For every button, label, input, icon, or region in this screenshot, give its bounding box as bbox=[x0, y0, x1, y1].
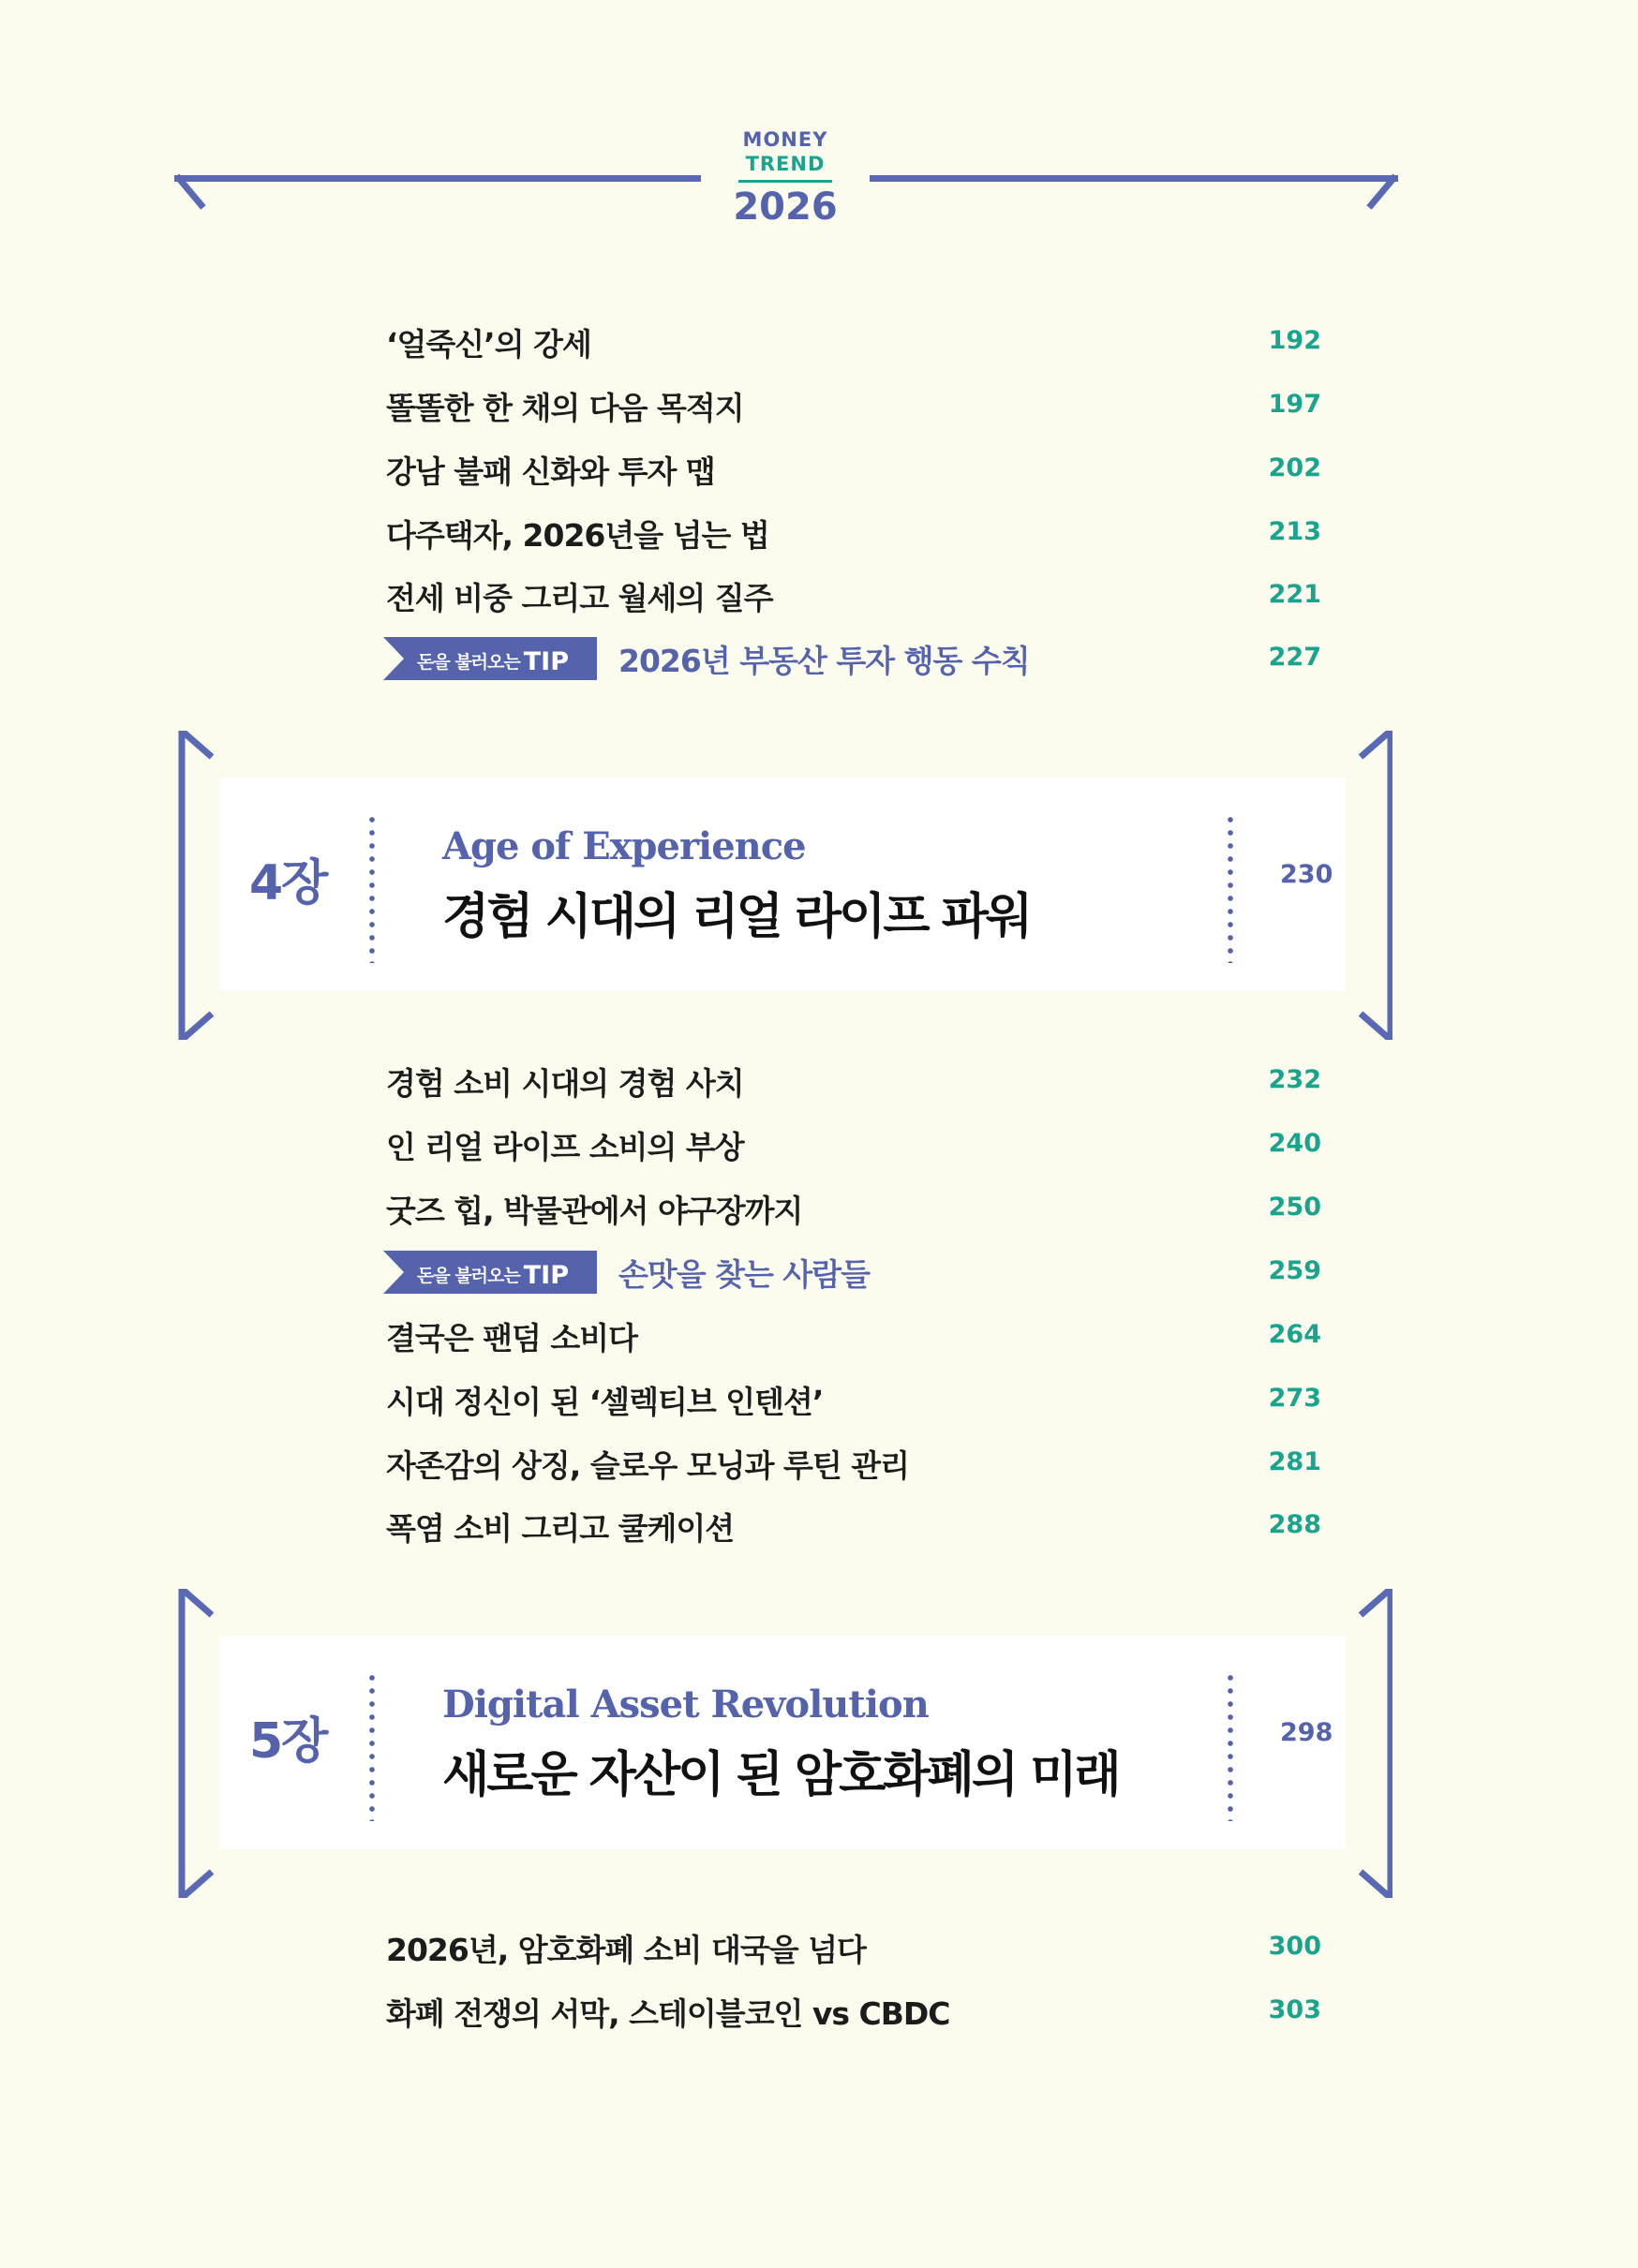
toc-entry-title: 화폐 전쟁의 서막, 스테이블코인 vs CBDC bbox=[386, 1995, 950, 2032]
toc-entry-page: 250 bbox=[1268, 1193, 1321, 1222]
chapter-english-title: Age of Experience bbox=[442, 824, 806, 868]
toc-entry-page: 197 bbox=[1268, 390, 1321, 419]
header-rule-left bbox=[174, 175, 701, 182]
toc-entry-page: 232 bbox=[1268, 1065, 1321, 1094]
chapter-dotted-divider-left bbox=[369, 1671, 375, 1821]
toc-entry-title: 인 리얼 라이프 소비의 부상 bbox=[386, 1129, 744, 1165]
logo-trend: TREND bbox=[745, 153, 826, 175]
toc-entry[interactable] bbox=[386, 1436, 1321, 1492]
toc-tip-title: 2026년 부동산 투자 행동 수칙 bbox=[618, 643, 1030, 679]
toc-entry[interactable] bbox=[386, 1372, 1321, 1429]
logo-year: 2026 bbox=[733, 185, 838, 229]
toc-entry-title: ‘얼죽신’의 강세 bbox=[386, 326, 591, 363]
toc-entry-title: 폭염 소비 그리고 쿨케이션 bbox=[386, 1510, 735, 1547]
logo-divider bbox=[738, 180, 832, 183]
toc-entry-title: 전세 비중 그리고 월세의 질주 bbox=[386, 580, 773, 616]
tip-badge-word: TIP bbox=[523, 1261, 570, 1290]
toc-entry-page: 259 bbox=[1268, 1256, 1321, 1285]
toc-entry-page: 221 bbox=[1268, 580, 1321, 609]
toc-entry-page: 281 bbox=[1268, 1447, 1321, 1476]
toc-entry[interactable] bbox=[386, 378, 1321, 435]
toc-entry-title: 굿즈 힙, 박물관에서 야구장까지 bbox=[386, 1193, 803, 1229]
chapter-korean-title: 새로운 자산이 된 암호화폐의 미래 bbox=[442, 1747, 1119, 1803]
chapter-page: 298 bbox=[1280, 1718, 1333, 1747]
toc-entry-page: 264 bbox=[1268, 1320, 1321, 1349]
toc-entry[interactable] bbox=[386, 1920, 1321, 1977]
toc-entry-page: 240 bbox=[1268, 1129, 1321, 1158]
chapter-dotted-divider-right bbox=[1228, 1671, 1233, 1821]
toc-entry[interactable] bbox=[386, 1499, 1321, 1555]
tip-badge-label: 돈을 불러오는 bbox=[417, 1266, 520, 1286]
chapter-korean-title: 경험 시대의 리얼 라이프 파워 bbox=[442, 889, 1031, 945]
toc-entry-page: 288 bbox=[1268, 1510, 1321, 1539]
toc-entry-title: 결국은 팬덤 소비다 bbox=[386, 1320, 638, 1356]
toc-entry-page: 213 bbox=[1268, 517, 1321, 546]
toc-entry[interactable] bbox=[386, 315, 1321, 371]
toc-entry-title: 강남 불패 신화와 투자 맵 bbox=[386, 453, 715, 490]
chapter-number: 5장 bbox=[249, 1713, 327, 1770]
toc-entry-page: 300 bbox=[1268, 1932, 1321, 1961]
chapter-dotted-divider-left bbox=[369, 813, 375, 963]
toc-entry-title: 2026년, 암호화폐 소비 대국을 넘다 bbox=[386, 1932, 866, 1968]
toc-entry-title: 경험 소비 시대의 경험 사치 bbox=[386, 1065, 744, 1102]
toc-entry[interactable] bbox=[386, 1181, 1321, 1238]
toc-entry-title: 자존감의 상징, 슬로우 모닝과 루틴 관리 bbox=[386, 1447, 910, 1484]
toc-entry-title: 똘똘한 한 채의 다음 목적지 bbox=[386, 390, 744, 426]
toc-entry-page: 303 bbox=[1268, 1995, 1321, 2024]
toc-entry-page: 227 bbox=[1268, 643, 1321, 672]
toc-entry[interactable] bbox=[386, 569, 1321, 625]
toc-entry[interactable] bbox=[386, 1118, 1321, 1174]
toc-entry-page: 192 bbox=[1268, 326, 1321, 355]
chapter-4-heading[interactable] bbox=[174, 731, 1392, 1040]
toc-entry[interactable] bbox=[386, 1984, 1321, 2040]
toc-entry[interactable] bbox=[386, 1054, 1321, 1110]
toc-entry-page: 202 bbox=[1268, 453, 1321, 482]
chapter-number: 4장 bbox=[249, 855, 327, 912]
toc-tip-entry[interactable] bbox=[386, 1251, 1321, 1307]
toc-tip-entry[interactable] bbox=[386, 637, 1321, 693]
tip-badge bbox=[383, 1251, 597, 1294]
header-rule-right bbox=[870, 175, 1398, 182]
chapter-page: 230 bbox=[1280, 860, 1333, 889]
logo-money: MONEY bbox=[742, 128, 828, 151]
toc-entry[interactable] bbox=[386, 506, 1321, 562]
toc-entry[interactable] bbox=[386, 1309, 1321, 1365]
toc-entry[interactable] bbox=[386, 442, 1321, 498]
chapter-english-title: Digital Asset Revolution bbox=[442, 1682, 929, 1727]
chapter-5-heading[interactable] bbox=[174, 1589, 1392, 1898]
toc-entry-title: 시대 정신이 된 ‘셀렉티브 인텐션’ bbox=[386, 1384, 824, 1420]
chapter-dotted-divider-right bbox=[1228, 813, 1233, 963]
tip-badge-label: 돈을 불러오는 bbox=[417, 652, 520, 673]
toc-entry-page: 273 bbox=[1268, 1384, 1321, 1413]
toc-entry-title: 다주택자, 2026년을 넘는 법 bbox=[386, 517, 769, 554]
tip-badge bbox=[383, 637, 597, 680]
tip-badge-word: TIP bbox=[523, 647, 570, 676]
toc-tip-title: 손맛을 찾는 사람들 bbox=[618, 1256, 871, 1293]
